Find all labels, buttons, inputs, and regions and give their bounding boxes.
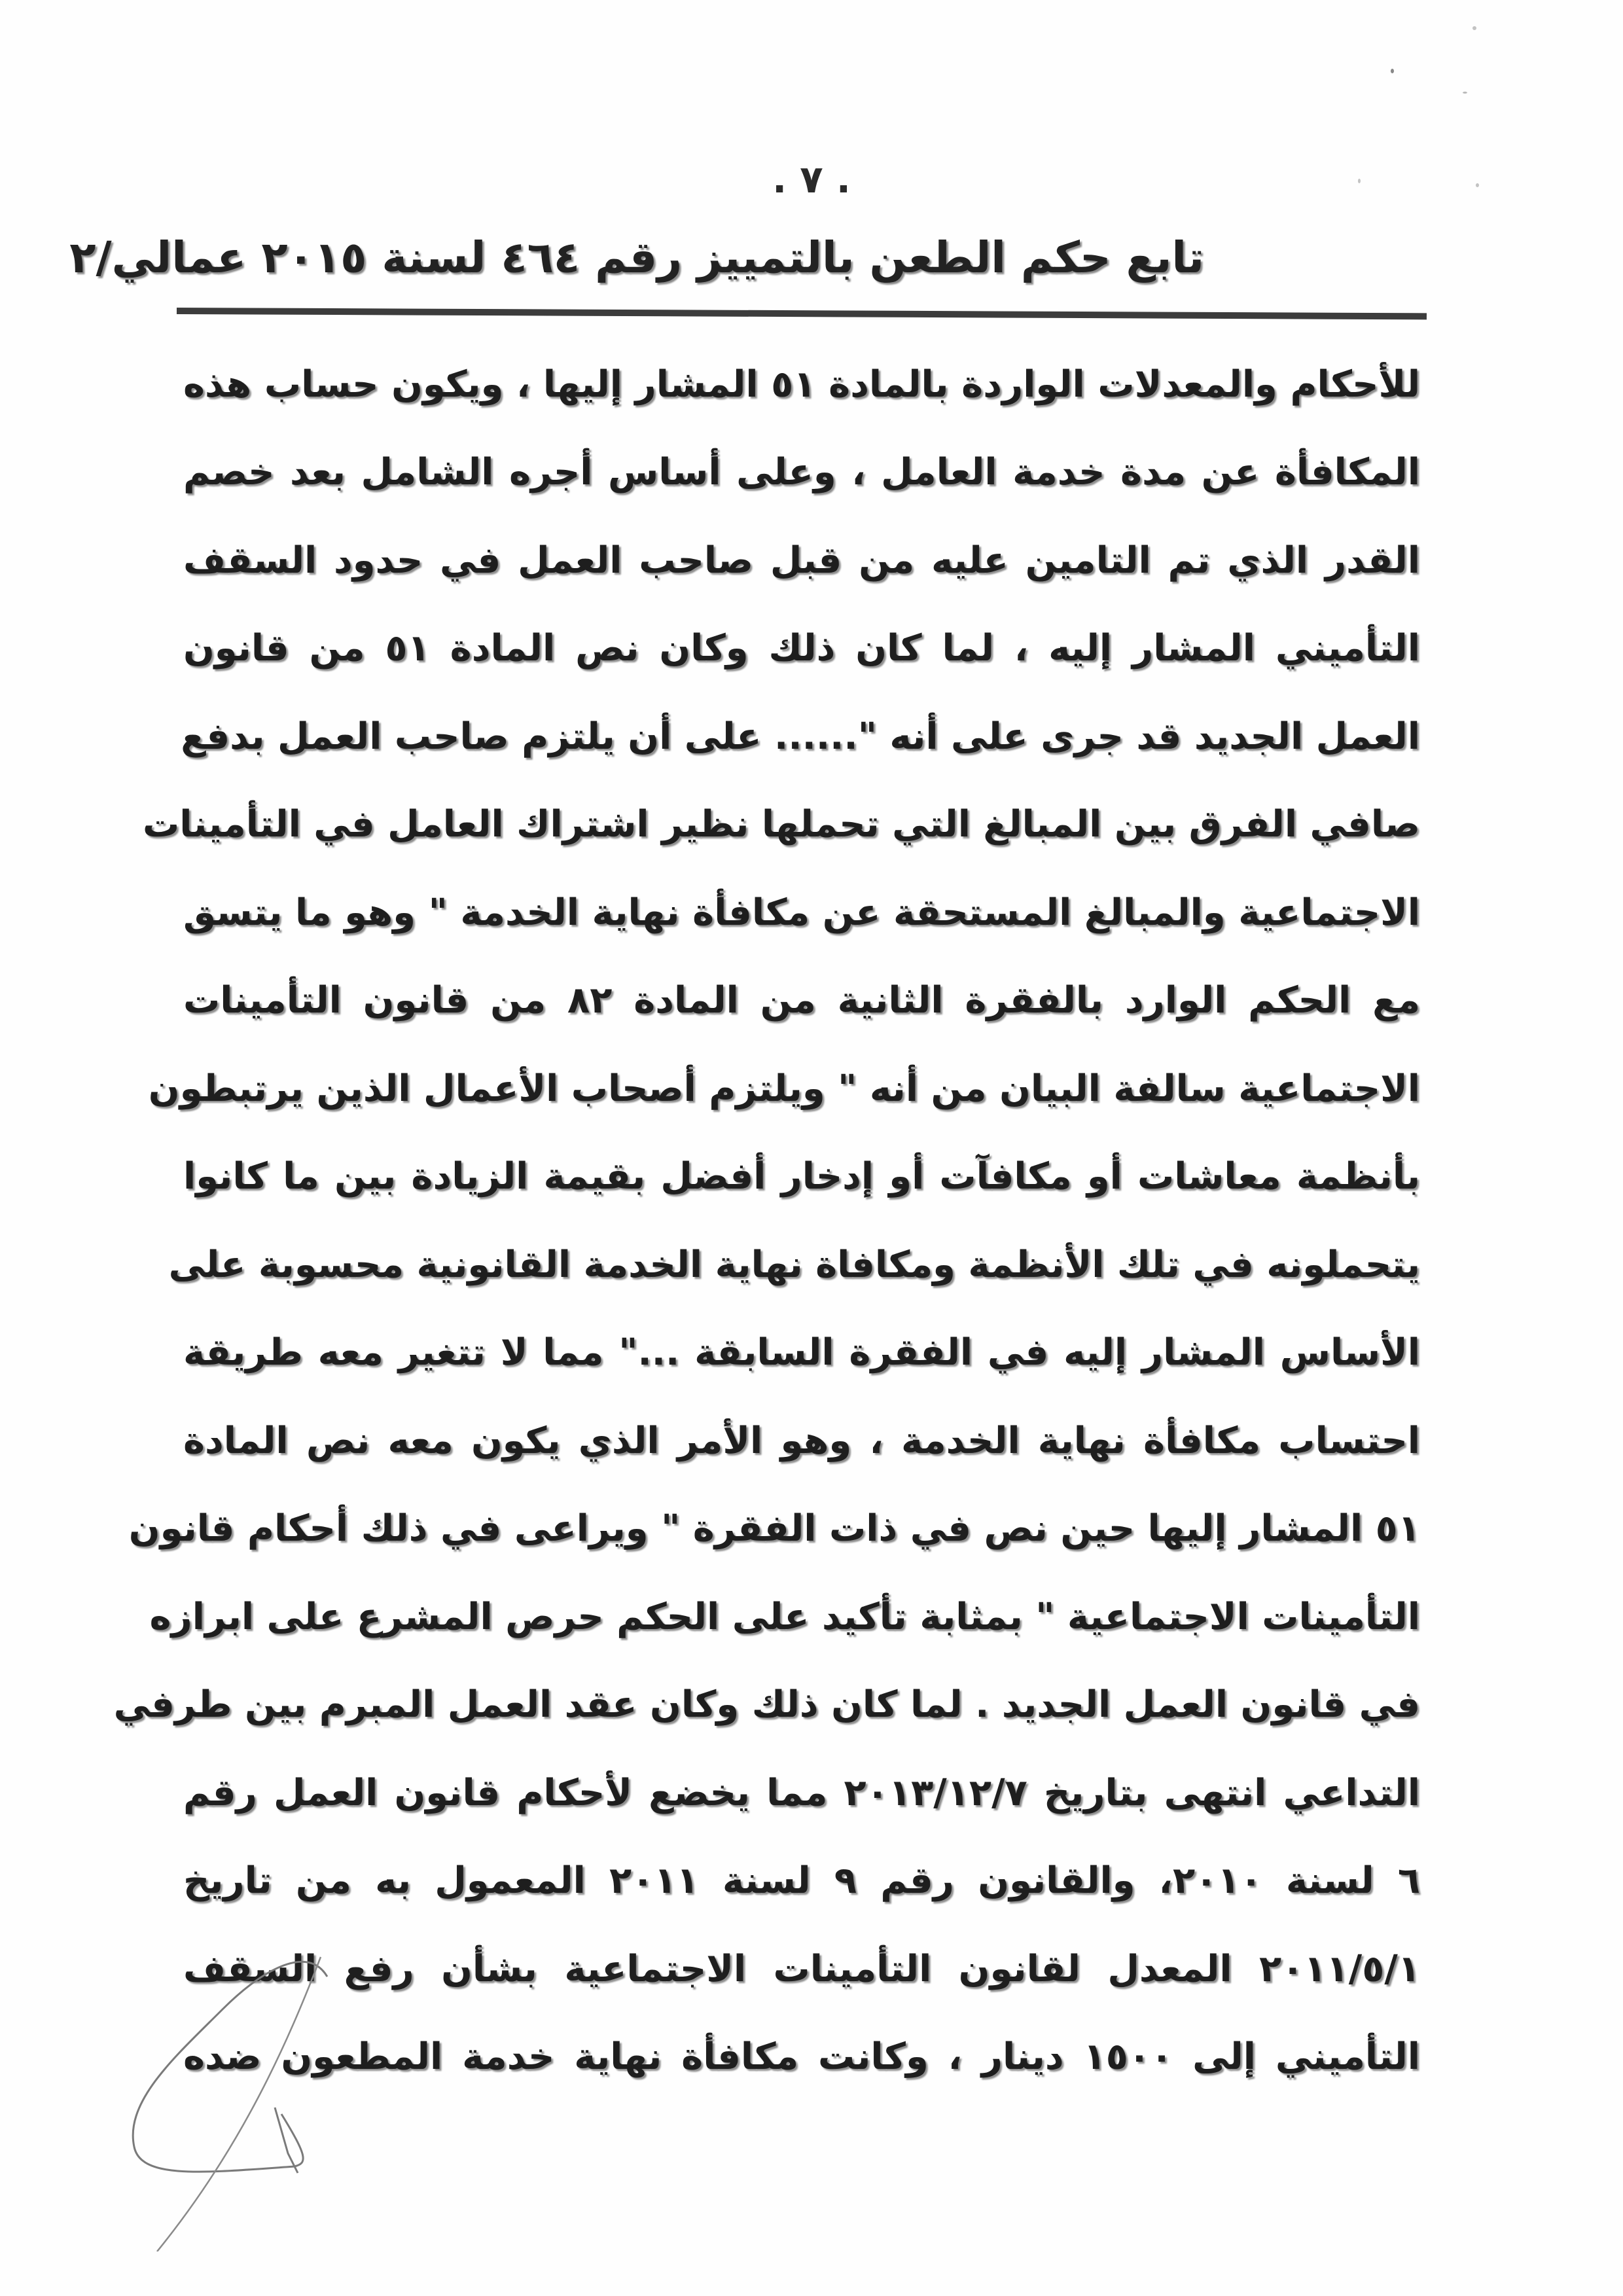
text-line-content: صافي الفرق بين المبالغ التي تحملها نظير اشتراك العامل في التأمينات <box>143 803 1420 846</box>
text-line-content: التداعي انتهى بتاريخ ٢٠١٣/١٢/٧ مما يخضع لأحكام قانون العمل رقم <box>183 1771 1420 1814</box>
text-line-content: الاجتماعية سالفة البيان من أنه " ويلتزم أصحاب الأعمال الذين يرتبطون <box>148 1067 1420 1110</box>
text-line <box>183 1749 1420 1837</box>
text-line-content: التأمينات الاجتماعية " بمثابة تأكيد على الحكم حرص المشرع على ابرازه <box>149 1595 1420 1638</box>
text-line-content: الأساس المشار إليه في الفقرة السابقة ..." مما لا تتغير معه طريقة <box>183 1331 1420 1374</box>
signature-stroke-loop <box>133 1962 327 2172</box>
text-line-content: المكافأة عن مدة خدمة العامل ، وعلى أساس أجره الشامل بعد خصم <box>183 451 1420 494</box>
text-line <box>183 692 1420 781</box>
text-line-content: يتحملونه في تلك الأنظمة ومكافاة نهاية الخدمة القانونية محسوبة على <box>168 1243 1420 1286</box>
text-line-content: مع الحكم الوارد بالفقرة الثانية من المادة ٨٢ من قانون التأمينات <box>183 979 1420 1022</box>
text-line <box>183 1397 1420 1485</box>
text-line <box>183 429 1420 517</box>
signature-stroke-tick <box>275 2108 298 2173</box>
text-line <box>128 1485 1420 1573</box>
text-line <box>149 1573 1420 1661</box>
text-line-content: للأحكام والمعدلات الواردة بالمادة ٥١ المشار إليها ، ويكون حساب هذه <box>183 363 1420 406</box>
scan-speck <box>1463 92 1467 94</box>
scan-speck <box>1391 69 1394 73</box>
text-line <box>183 1309 1420 1397</box>
text-line <box>183 340 1420 429</box>
header-title: تابع حكم الطعن بالتمييز رقم ٤٦٤ لسنة ٢٠١٥ عمالي/٢ <box>69 232 1204 283</box>
text-line <box>168 1221 1420 1309</box>
text-line-content: بأنظمة معاشات أو مكافآت أو إدخار أفضل بقيمة الزيادة بين ما كانوا <box>183 1155 1420 1198</box>
text-line <box>183 1133 1420 1221</box>
text-line-content: القدر الذي تم التامين عليه من قبل صاحب العمل في حدود السقف <box>183 539 1420 582</box>
body-text <box>113 340 1421 2101</box>
text-line <box>183 605 1420 693</box>
text-line <box>143 781 1420 869</box>
text-line <box>113 1661 1420 1749</box>
scan-speck <box>1358 179 1361 183</box>
scan-speck <box>1476 183 1479 187</box>
text-line-content: في قانون العمل الجديد . لما كان ذلك وكان عقد العمل المبرم بين طرفي <box>113 1683 1420 1727</box>
text-line <box>183 869 1420 957</box>
text-line <box>148 1045 1420 1133</box>
text-line <box>183 1837 1420 1926</box>
page-number: . ٧ . <box>772 157 851 202</box>
header-divider <box>177 308 1427 319</box>
scan-speck <box>1472 26 1476 30</box>
text-line <box>183 516 1420 605</box>
text-line-content: العمل الجديد قد جرى على أنه "...... على أن يلتزم صاحب العمل بدفع <box>181 715 1420 758</box>
text-line-content: التأميني إلى ١٥٠٠ دينار ، وكانت مكافأة نهاية خدمة المطعون ضده <box>183 2036 1420 2079</box>
text-line-content: التأميني المشار إليه ، لما كان ذلك وكان نص المادة ٥١ من قانون <box>183 627 1421 670</box>
text-line <box>183 957 1420 1045</box>
text-line-content: ٥١ المشار إليها حين نص في ذات الفقرة " ويراعى في ذلك أحكام قانون <box>128 1507 1420 1551</box>
text-line-content: الاجتماعية والمبالغ المستحقة عن مكافأة نهاية الخدمة " وهو ما يتسق <box>183 891 1420 934</box>
text-line-content: احتساب مكافأة نهاية الخدمة ، وهو الأمر الذي يكون معه نص المادة <box>183 1419 1420 1462</box>
text-line-content: ٢٠١١/٥/١ المعدل لقانون التأمينات الاجتماعية بشأن رفع السقف <box>183 1947 1420 1990</box>
signature <box>111 1950 386 2251</box>
text-line-content: ٦ لسنة ٢٠١٠، والقانون رقم ٩ لسنة ٢٠١١ المعمول به من تاريخ <box>183 1859 1420 1903</box>
signature-stroke-line <box>157 1957 321 2251</box>
